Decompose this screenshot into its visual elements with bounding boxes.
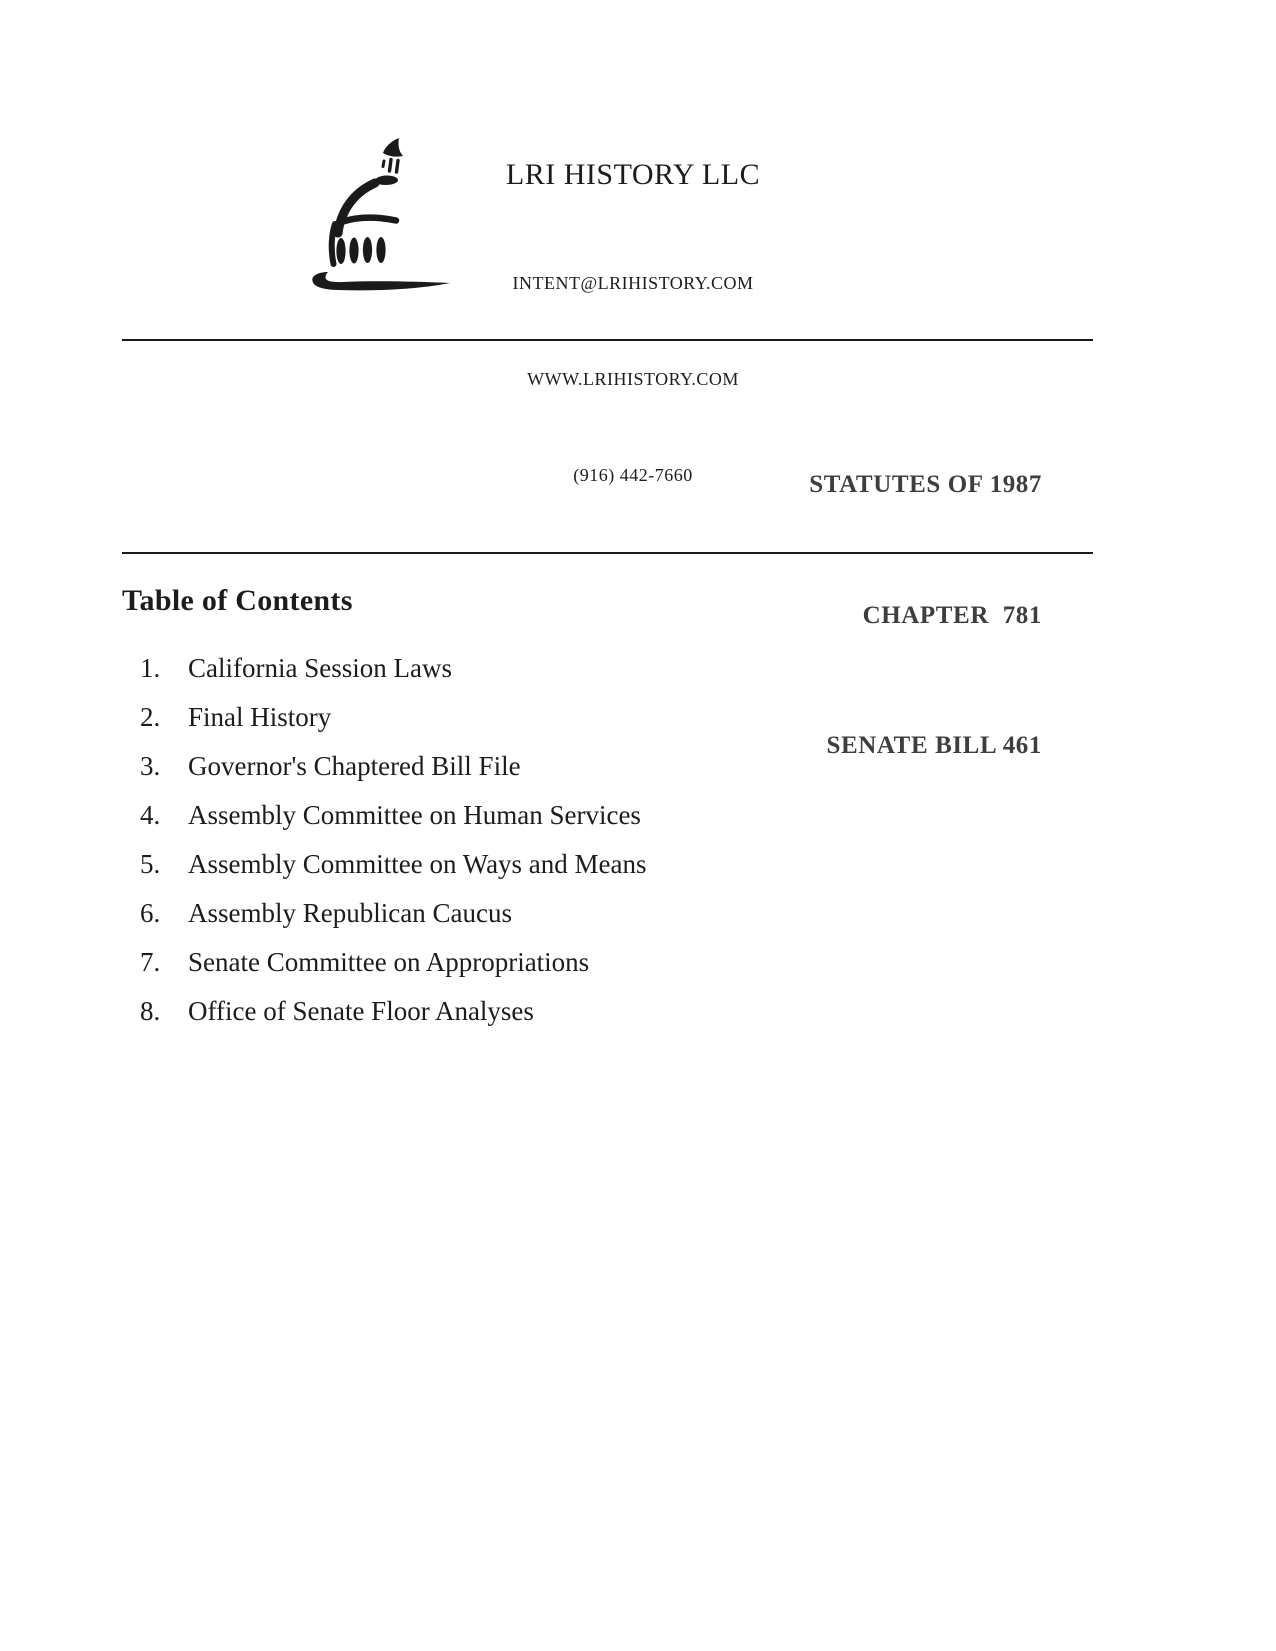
statute-reference (809, 376, 1042, 855)
toc-item-label: California Session Laws (188, 653, 452, 683)
toc-item (140, 938, 647, 987)
toc-item-number: 3. (140, 751, 161, 781)
toc-item-number: 2. (140, 702, 161, 732)
toc-item-number: 5. (140, 849, 161, 879)
senate-bill-line: SENATE BILL 461 (826, 732, 1042, 759)
toc-item-label: Senate Committee on Appropriations (188, 947, 590, 977)
toc-item-label: Office of Senate Floor Analyses (188, 996, 534, 1026)
toc-item-number: 4. (140, 800, 161, 830)
toc-item-label: Governor's Chaptered Bill File (188, 751, 521, 781)
toc-item-label: Assembly Committee on Ways and Means (188, 849, 647, 879)
company-header (383, 157, 883, 555)
toc-item-number: 8. (140, 996, 161, 1026)
toc-item (140, 987, 647, 1036)
toc-item (140, 889, 647, 938)
company-name: LRI HISTORY LLC (505, 158, 761, 191)
toc-heading: Table of Contents (122, 584, 353, 617)
divider-top (122, 339, 1093, 341)
company-phone: (916) 442-7660 (573, 465, 693, 485)
company-website: WWW.LRIHISTORY.COM (527, 369, 739, 389)
toc-item (140, 644, 647, 693)
toc-item (140, 791, 647, 840)
statutes-line: STATUTES OF 1987 (809, 471, 1042, 498)
toc-item-number: 6. (140, 898, 161, 928)
toc-item-label: Assembly Committee on Human Services (188, 800, 641, 830)
toc-item (140, 742, 647, 791)
toc-item-label: Final History (188, 702, 332, 732)
company-email: INTENT@LRIHISTORY.COM (512, 273, 754, 293)
toc-item-number: 7. (140, 947, 161, 977)
toc-list (140, 644, 647, 1036)
toc-item (140, 840, 647, 889)
toc-item-number: 1. (140, 653, 161, 683)
chapter-line: CHAPTER 781 (862, 601, 1042, 629)
toc-item-label: Assembly Republican Caucus (188, 898, 512, 928)
toc-item (140, 693, 647, 742)
